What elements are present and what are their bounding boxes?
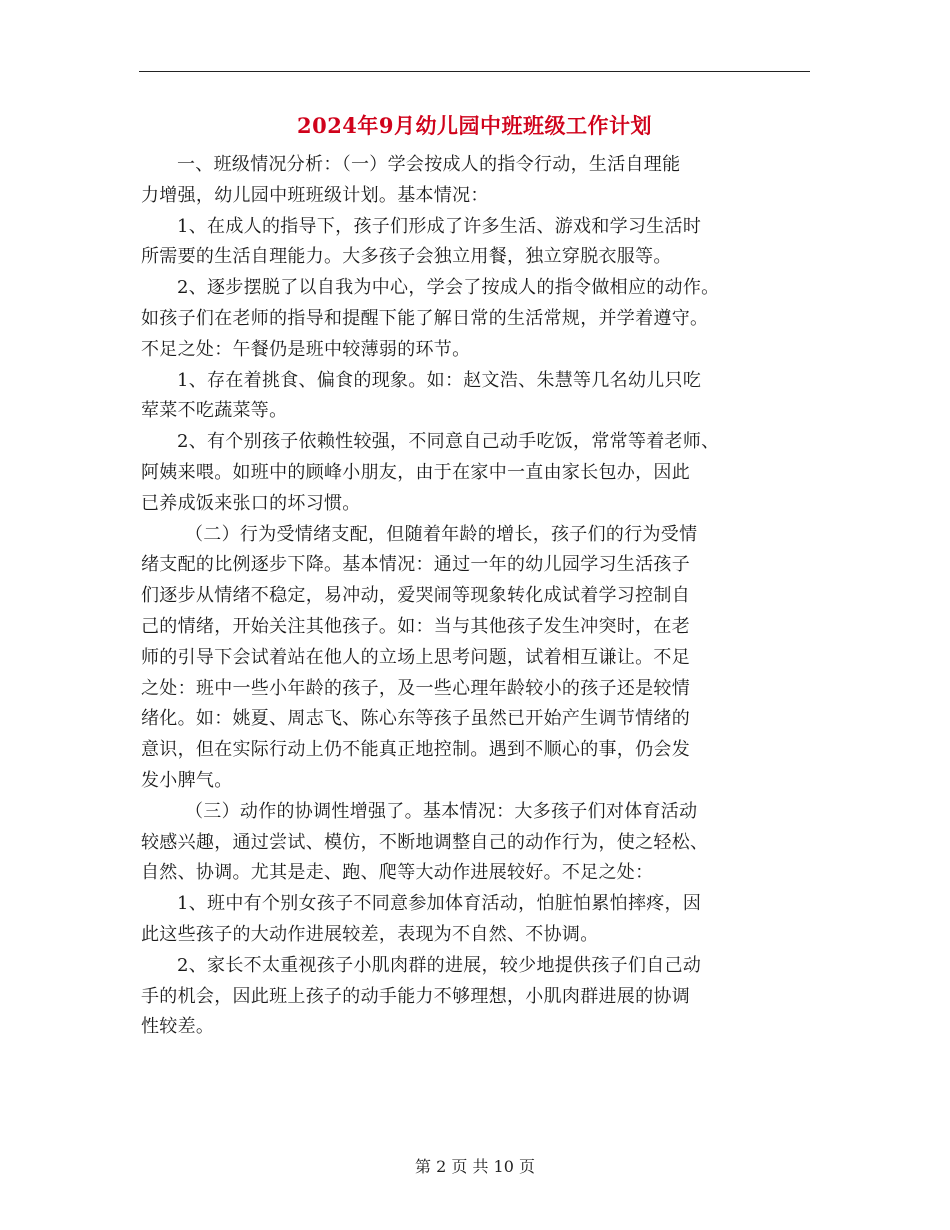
paragraph-line: 较感兴趣，通过尝试、模仿，不断地调整自己的动作行为，使之轻松、	[141, 831, 709, 853]
paragraph-line: 1、班中有个别女孩子不同意参加体育活动，怕脏怕累怕摔疼，因	[177, 893, 702, 915]
paragraph-line: 1、在成人的指导下，孩子们形成了许多生活、游戏和学习生活时	[177, 215, 702, 237]
paragraph-line: 2、有个别孩子依赖性较强，不同意自己动手吃饭，常常等着老师、	[177, 431, 720, 453]
paragraph-line: 手的机会，因此班上孩子的动手能力不够理想，小肌肉群进展的协调	[141, 985, 690, 1007]
paragraph-line: 2、逐步摆脱了以自我为中心，学会了按成人的指令做相应的动作。	[177, 277, 720, 299]
paragraph-line: 1、存在着挑食、偏食的现象。如：赵文浩、朱慧等几名幼儿只吃	[177, 369, 702, 391]
paragraph-line: 荤菜不吃蔬菜等。	[141, 400, 288, 422]
paragraph-line: 之处：班中一些小年龄的孩子，及一些心理年龄较小的孩子还是较情	[141, 677, 690, 699]
paragraph-line: 所需要的生活自理能力。大多孩子会独立用餐，独立穿脱衣服等。	[141, 246, 672, 268]
paragraph-line: 不足之处：午餐仍是班中较薄弱的环节。	[141, 338, 471, 360]
paragraph-line: 自然、协调。尤其是走、跑、爬等大动作进展较好。不足之处：	[141, 862, 654, 884]
paragraph-line: 已养成饭来张口的坏习惯。	[141, 492, 361, 514]
paragraph-line: 发小脾气。	[141, 769, 233, 791]
document-body	[141, 150, 811, 1043]
paragraph-line: 绪支配的比例逐步下降。基本情况：通过一年的幼儿园学习生活孩子	[141, 554, 690, 576]
paragraph-line: 意识，但在实际行动上仍不能真正地控制。遇到不顺心的事，仍会发	[141, 739, 690, 761]
page-footer: 第 2 页 共 10 页	[415, 1157, 535, 1176]
paragraph-line: 一、班级情况分析：（一）学会按成人的指令行动，生活自理能	[177, 154, 681, 175]
paragraph-line: 力增强，幼儿园中班班级计划。基本情况：	[141, 184, 489, 206]
paragraph-line: （二）行为受情绪支配，但随着年龄的增长，孩子们的行为受情	[185, 523, 698, 545]
paragraph-line: 己的情绪，开始关注其他孩子。如：当与其他孩子发生冲突时，在老	[141, 615, 690, 637]
paragraph-line: 此这些孩子的大动作进展较差，表现为不自然、不协调。	[141, 923, 599, 945]
document-title: 2024年9月幼儿园中班班级工作计划	[296, 113, 653, 138]
paragraph-line: 阿姨来喂。如班中的顾峰小朋友，由于在家中一直由家长包办，因此	[141, 461, 690, 483]
paragraph-line: 们逐步从情绪不稳定，易冲动，爱哭闹等现象转化成试着学习控制自	[141, 585, 690, 607]
paragraph-line: 2、家长不太重视孩子小肌肉群的进展，较少地提供孩子们自己动	[177, 954, 702, 976]
paragraph-line: 绪化。如：姚夏、周志飞、陈心东等孩子虽然已开始产生调节情绪的	[141, 708, 690, 730]
paragraph-line: 师的引导下会试着站在他人的立场上思考问题，试着相互谦让。不足	[141, 646, 690, 668]
paragraph-line: （三）动作的协调性增强了。基本情况：大多孩子们对体育活动	[185, 800, 698, 822]
paragraph-line: 如孩子们在老师的指导和提醒下能了解日常的生活常规，并学着遵守。	[141, 307, 709, 329]
paragraph-line: 性较差。	[141, 1016, 215, 1038]
header-rule	[139, 71, 810, 72]
